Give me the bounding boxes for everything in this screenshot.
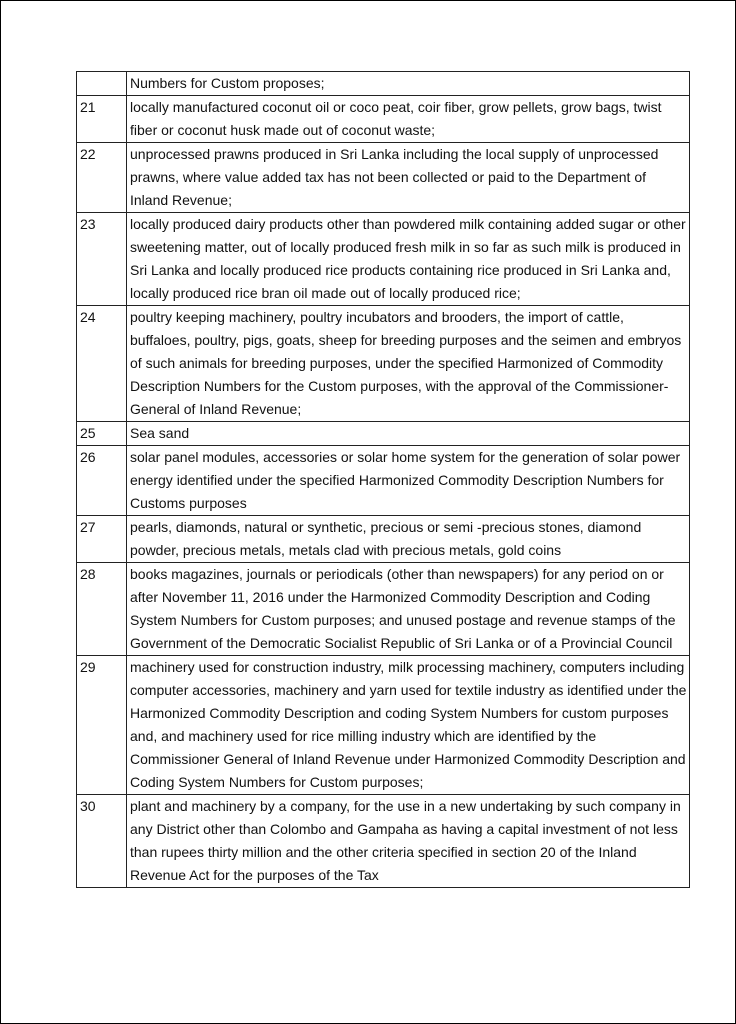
table-row: [77, 563, 690, 656]
item-number: [77, 72, 127, 96]
item-description: unprocessed prawns produced in Sri Lanka including the local supply of unprocessed prawns, where value added tax has not been collected or paid to the Department of Inland Revenue;: [127, 143, 690, 213]
item-description: poultry keeping machinery, poultry incubators and brooders, the import of cattle, buffaloes, poultry, pigs, goats, sheep for breeding purposes and the seimen and embryos of such animals for breeding purposes, under the specified Harmonized of Commodity Description Numbers for the Custom purposes, with the approval of the Commissioner-General of Inland Revenue;: [127, 306, 690, 422]
item-number: 22: [77, 143, 127, 213]
item-number: 30: [77, 795, 127, 888]
item-description: books magazines, journals or periodicals (other than newspapers) for any period on or after November 11, 2016 under the Harmonized Commodity Description and Coding System Numbers for Custom purposes; and unused postage and revenue stamps of the Government of the Democratic Socialist Republic of Sri Lanka or of a Provincial Council: [127, 563, 690, 656]
item-number: 29: [77, 656, 127, 795]
item-description: plant and machinery by a company, for the use in a new undertaking by such company in any District other than Colombo and Gampaha as having a capital investment of not less than rupees thirty million and the other criteria specified in section 20 of the Inland Revenue Act for the purposes of the Tax: [127, 795, 690, 888]
table-row: [77, 143, 690, 213]
exemption-table: [76, 71, 690, 888]
item-description: Numbers for Custom proposes;: [127, 72, 690, 96]
table-row: [77, 213, 690, 306]
item-description: Sea sand: [127, 422, 690, 446]
table-row: [77, 96, 690, 143]
item-number: 25: [77, 422, 127, 446]
item-number: 21: [77, 96, 127, 143]
item-description: solar panel modules, accessories or solar home system for the generation of solar power energy identified under the specified Harmonized Commodity Description Numbers for Customs purposes: [127, 446, 690, 516]
table-row: [77, 795, 690, 888]
table-row: [77, 306, 690, 422]
item-number: 28: [77, 563, 127, 656]
table-row: [77, 422, 690, 446]
item-number: 23: [77, 213, 127, 306]
table-row: [77, 516, 690, 563]
item-number: 27: [77, 516, 127, 563]
item-description: pearls, diamonds, natural or synthetic, precious or semi -precious stones, diamond powder, precious metals, metals clad with precious metals, gold coins: [127, 516, 690, 563]
table-row: [77, 446, 690, 516]
item-number: 24: [77, 306, 127, 422]
item-description: locally manufactured coconut oil or coco peat, coir fiber, grow pellets, grow bags, twist fiber or coconut husk made out of coconut waste;: [127, 96, 690, 143]
item-description: machinery used for construction industry, milk processing machinery, computers including computer accessories, machinery and yarn used for textile industry as identified under the Harmonized Commodity Description and coding System Numbers for custom purposes and, and machinery used for rice milling industry which are identified by the Commissioner General of Inland Revenue under Harmonized Commodity Description and Coding System Numbers for Custom purposes;: [127, 656, 690, 795]
item-description: locally produced dairy products other than powdered milk containing added sugar or other sweetening matter, out of locally produced fresh milk in so far as such milk is produced in Sri Lanka and locally produced rice products containing rice produced in Sri Lanka and, locally produced rice bran oil made out of locally produced rice;: [127, 213, 690, 306]
table-row: [77, 656, 690, 795]
table-row: [77, 72, 690, 96]
item-number: 26: [77, 446, 127, 516]
